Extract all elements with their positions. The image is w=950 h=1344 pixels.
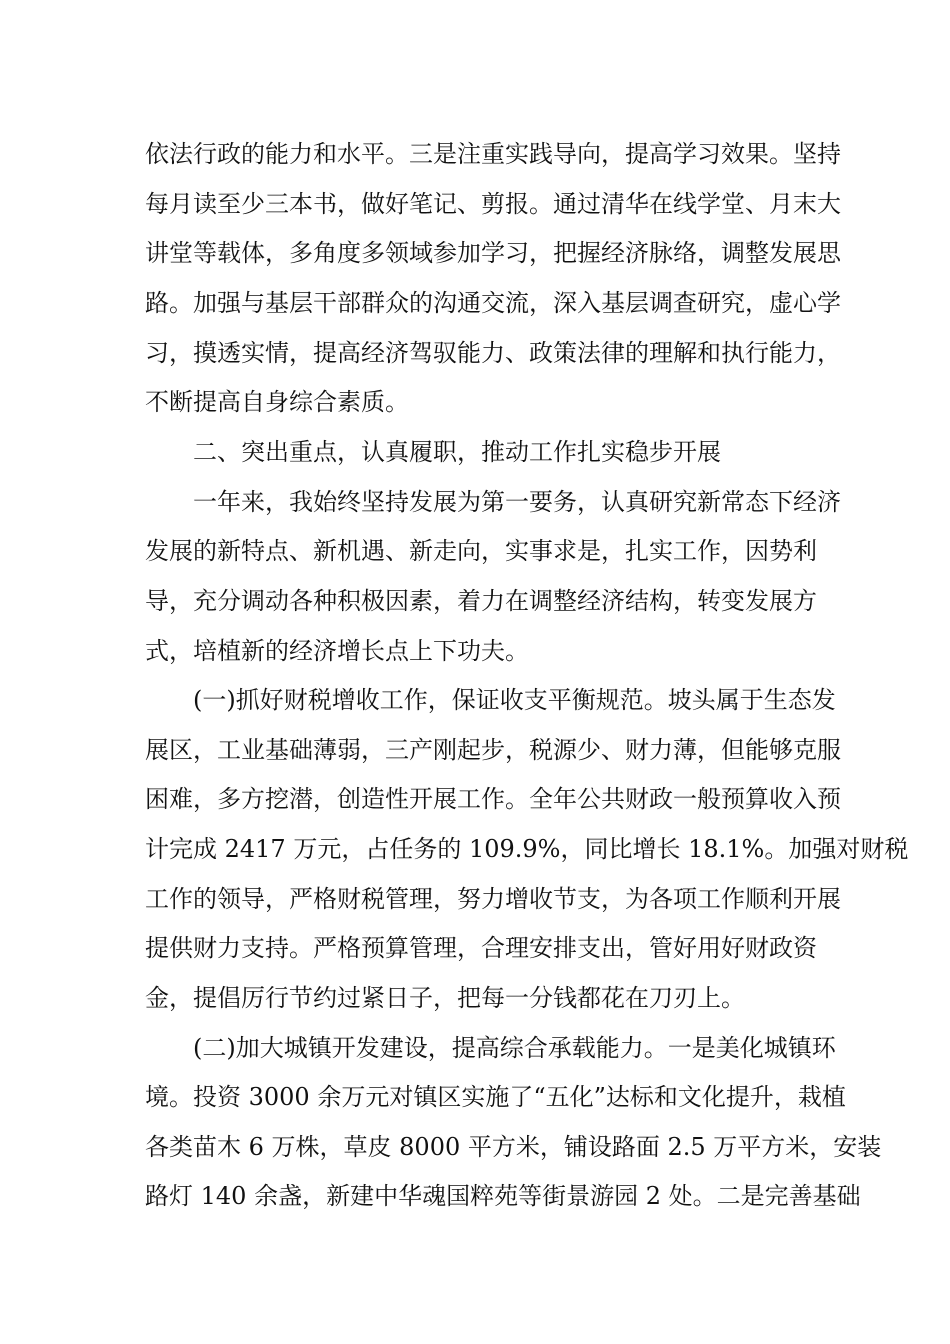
text-line: 导，充分调动各种积极因素，着力在调整经济结构，转变发展方 [145, 587, 817, 615]
text-line: 提供财力支持。严格预算管理，合理安排支出，管好用好财政资 [145, 934, 817, 962]
text-line: 一年来，我始终坚持发展为第一要务，认真研究新常态下经济 [145, 488, 841, 516]
text-line: 路。加强与基层干部群众的沟通交流，深入基层调查研究，虚心学 [145, 289, 841, 317]
text-line: 工作的领导，严格财税管理，努力增收节支，为各项工作顺利开展 [145, 885, 841, 913]
text-line: 展区，工业基础薄弱，三产刚起步，税源少、财力薄，但能够克服 [145, 736, 841, 764]
text-line: 困难，多方挖潜，创造性开展工作。全年公共财政一般预算收入预 [145, 785, 841, 813]
text-line: 不断提高自身综合素质。 [145, 388, 409, 416]
text-line: 式，培植新的经济增长点上下功夫。 [145, 637, 529, 665]
text-line: (一)抓好财税增收工作，保证收支平衡规范。坡头属于生态发 [145, 686, 836, 714]
text-line: 每月读至少三本书，做好笔记、剪报。通过清华在线学堂、月末大 [145, 190, 841, 218]
text-line: 发展的新特点、新机遇、新走向，实事求是，扎实工作，因势利 [145, 537, 817, 565]
text-line: 金，提倡厉行节约过紧日子，把每一分钱都花在刀刃上。 [145, 984, 745, 1012]
text-line: 各类苗木 6 万株，草皮 8000 平方米，铺设路面 2.5 万平方米，安装 [145, 1133, 882, 1161]
text-line: 境。投资 3000 余万元对镇区实施了“五化”达标和文化提升，栽植 [145, 1083, 846, 1111]
text-line: 计完成 2417 万元，占任务的 109.9%，同比增长 18.1%。加强对财税 [145, 835, 909, 863]
text-line: 依法行政的能力和水平。三是注重实践导向，提高学习效果。坚持 [145, 140, 841, 168]
text-line: 路灯 140 余盏，新建中华魂国粹苑等街景游园 2 处。二是完善基础 [145, 1182, 861, 1210]
section-heading: 二、突出重点，认真履职，推动工作扎实稳步开展 [145, 438, 721, 466]
text-line: (二)加大城镇开发建设，提高综合承载能力。一是美化城镇环 [145, 1034, 836, 1062]
text-line: 讲堂等载体，多角度多领域参加学习，把握经济脉络，调整发展思 [145, 239, 841, 267]
text-line: 习，摸透实情，提高经济驾驭能力、政策法律的理解和执行能力， [145, 339, 841, 367]
